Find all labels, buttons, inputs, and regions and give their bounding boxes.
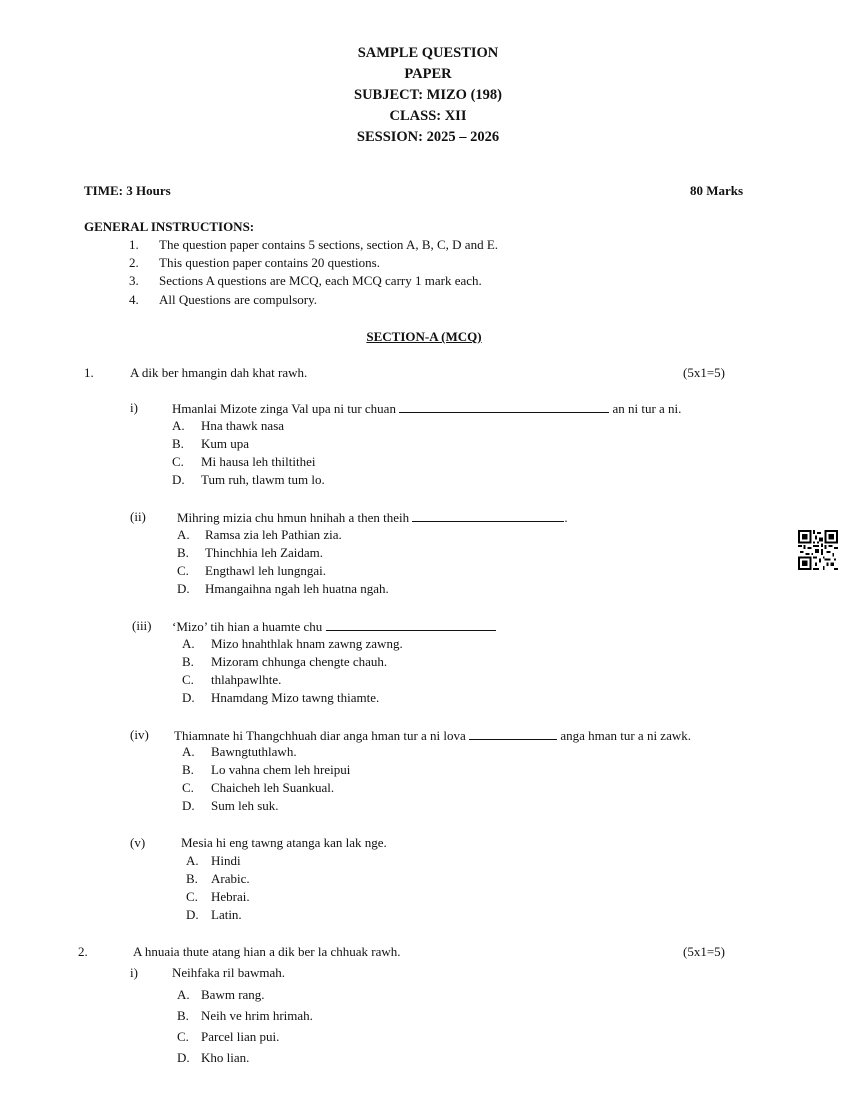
- marks-label: 80 Marks: [690, 183, 744, 198]
- option-text: thlahpawlhte.: [211, 672, 282, 687]
- sub-question-label: (v): [130, 835, 146, 850]
- option-text: Neih ve hrim hrimah.: [201, 1008, 313, 1023]
- question-text: A hnuaia thute atang hian a dik ber la chhuak rawh.: [133, 944, 401, 959]
- question-text: A dik ber hmangin dah khat rawh.: [130, 365, 308, 380]
- option-letter: D.: [182, 690, 195, 705]
- option-text: Hindi: [211, 853, 241, 868]
- instruction-number: 4.: [129, 292, 139, 307]
- stem-text: Mihring mizia chu hmun hnihah a then theih: [177, 510, 410, 525]
- sub-question-label: (ii): [130, 509, 146, 524]
- stem-text: Mesia hi eng tawng atanga kan lak nge.: [181, 835, 387, 850]
- option-letter: B.: [172, 436, 184, 451]
- option-letter: D.: [182, 798, 195, 813]
- instruction-number: 3.: [129, 273, 139, 288]
- option-letter: D.: [186, 907, 199, 922]
- question-marks: (5x1=5): [683, 365, 725, 380]
- answer-blank: [399, 401, 609, 413]
- answer-blank: [412, 510, 564, 522]
- stem-text: ‘Mizo’ tih hian a huamte chu: [172, 619, 323, 634]
- option-letter: C.: [182, 780, 194, 795]
- option-text: Lo vahna chem leh hreipui: [211, 762, 351, 777]
- qr-code-icon: [798, 530, 838, 570]
- title-line-2: PAPER: [404, 66, 452, 82]
- option-text: Ramsa zia leh Pathian zia.: [205, 527, 342, 542]
- option-text: Latin.: [211, 907, 242, 922]
- instruction-text: Sections A questions are MCQ, each MCQ carry 1 mark each.: [159, 273, 482, 288]
- option-letter: B.: [186, 871, 198, 886]
- option-letter: B.: [177, 1008, 189, 1023]
- option-letter: A.: [177, 987, 190, 1002]
- option-text: Parcel lian pui.: [201, 1029, 280, 1044]
- option-letter: D.: [177, 581, 190, 596]
- instruction-number: 1.: [129, 237, 139, 252]
- answer-blank: [469, 728, 557, 740]
- option-letter: A.: [182, 636, 195, 651]
- option-letter: A.: [177, 527, 190, 542]
- sub-question-stem: [177, 510, 568, 524]
- option-text: Bawngtuthlawh.: [211, 744, 297, 759]
- sub-question-label: i): [130, 400, 138, 415]
- option-letter: B.: [177, 545, 189, 560]
- stem-text: anga hman tur a ni zawk.: [560, 728, 691, 743]
- question-number: 1.: [84, 365, 94, 380]
- sub-question-label: i): [130, 965, 138, 980]
- instruction-text: All Questions are compulsory.: [159, 292, 318, 307]
- option-letter: C.: [177, 563, 189, 578]
- option-text: Sum leh suk.: [211, 798, 279, 813]
- option-text: Mi hausa leh thiltithei: [201, 454, 316, 469]
- option-text: Bawm rang.: [201, 987, 265, 1002]
- stem-text: Hmanlai Mizote zinga Val upa ni tur chuan: [172, 401, 396, 416]
- title-line-1: SAMPLE QUESTION: [357, 45, 499, 61]
- option-letter: A.: [186, 853, 199, 868]
- option-text: Tum ruh, tlawm tum lo.: [201, 472, 325, 487]
- option-text: Hnamdang Mizo tawng thiamte.: [211, 690, 380, 705]
- option-letter: C.: [172, 454, 184, 469]
- instructions-heading: GENERAL INSTRUCTIONS:: [84, 219, 255, 234]
- stem-text: an ni tur a ni.: [612, 401, 682, 416]
- instruction-text: This question paper contains 20 questions.: [159, 255, 380, 270]
- option-text: Hna thawk nasa: [201, 418, 285, 433]
- section-a-heading: SECTION-A (MCQ): [366, 329, 482, 344]
- sub-question-stem: [174, 728, 691, 742]
- option-letter: D.: [172, 472, 185, 487]
- option-text: Mizo hnahthlak hnam zawng zawng.: [211, 636, 403, 651]
- question-number: 2.: [78, 944, 88, 959]
- sub-question-label: (iii): [132, 618, 152, 633]
- option-text: Thinchhia leh Zaidam.: [205, 545, 324, 560]
- subject-line: SUBJECT: MIZO (198): [354, 87, 502, 103]
- answer-blank: [326, 619, 496, 631]
- option-text: Engthawl leh lungngai.: [205, 563, 326, 578]
- sub-question-stem: [172, 401, 681, 415]
- stem-text: Neihfaka ril bawmah.: [172, 965, 285, 980]
- option-letter: B.: [182, 654, 194, 669]
- option-text: Arabic.: [211, 871, 250, 886]
- option-letter: A.: [182, 744, 195, 759]
- stem-text: Thiamnate hi Thangchhuah diar anga hman tur a ni lova: [174, 728, 466, 743]
- stem-text: .: [564, 510, 568, 525]
- option-letter: C.: [186, 889, 198, 904]
- option-letter: C.: [177, 1029, 189, 1044]
- option-text: Kho lian.: [201, 1050, 250, 1065]
- time-label: TIME: 3 Hours: [84, 183, 171, 198]
- option-text: Kum upa: [201, 436, 250, 451]
- session-line: SESSION: 2025 – 2026: [356, 129, 500, 145]
- option-letter: B.: [182, 762, 194, 777]
- option-text: Chaicheh leh Suankual.: [211, 780, 335, 795]
- question-marks: (5x1=5): [683, 944, 725, 959]
- option-text: Hmangaihna ngah leh huatna ngah.: [205, 581, 389, 596]
- sub-question-stem: [172, 619, 496, 633]
- option-text: Hebrai.: [211, 889, 250, 904]
- class-line: CLASS: XII: [389, 108, 467, 124]
- instruction-text: The question paper contains 5 sections, section A, B, C, D and E.: [159, 237, 499, 252]
- instruction-number: 2.: [129, 255, 139, 270]
- option-text: Mizoram chhunga chengte chauh.: [211, 654, 388, 669]
- option-letter: D.: [177, 1050, 190, 1065]
- option-letter: C.: [182, 672, 194, 687]
- option-letter: A.: [172, 418, 185, 433]
- sub-question-label: (iv): [130, 727, 149, 742]
